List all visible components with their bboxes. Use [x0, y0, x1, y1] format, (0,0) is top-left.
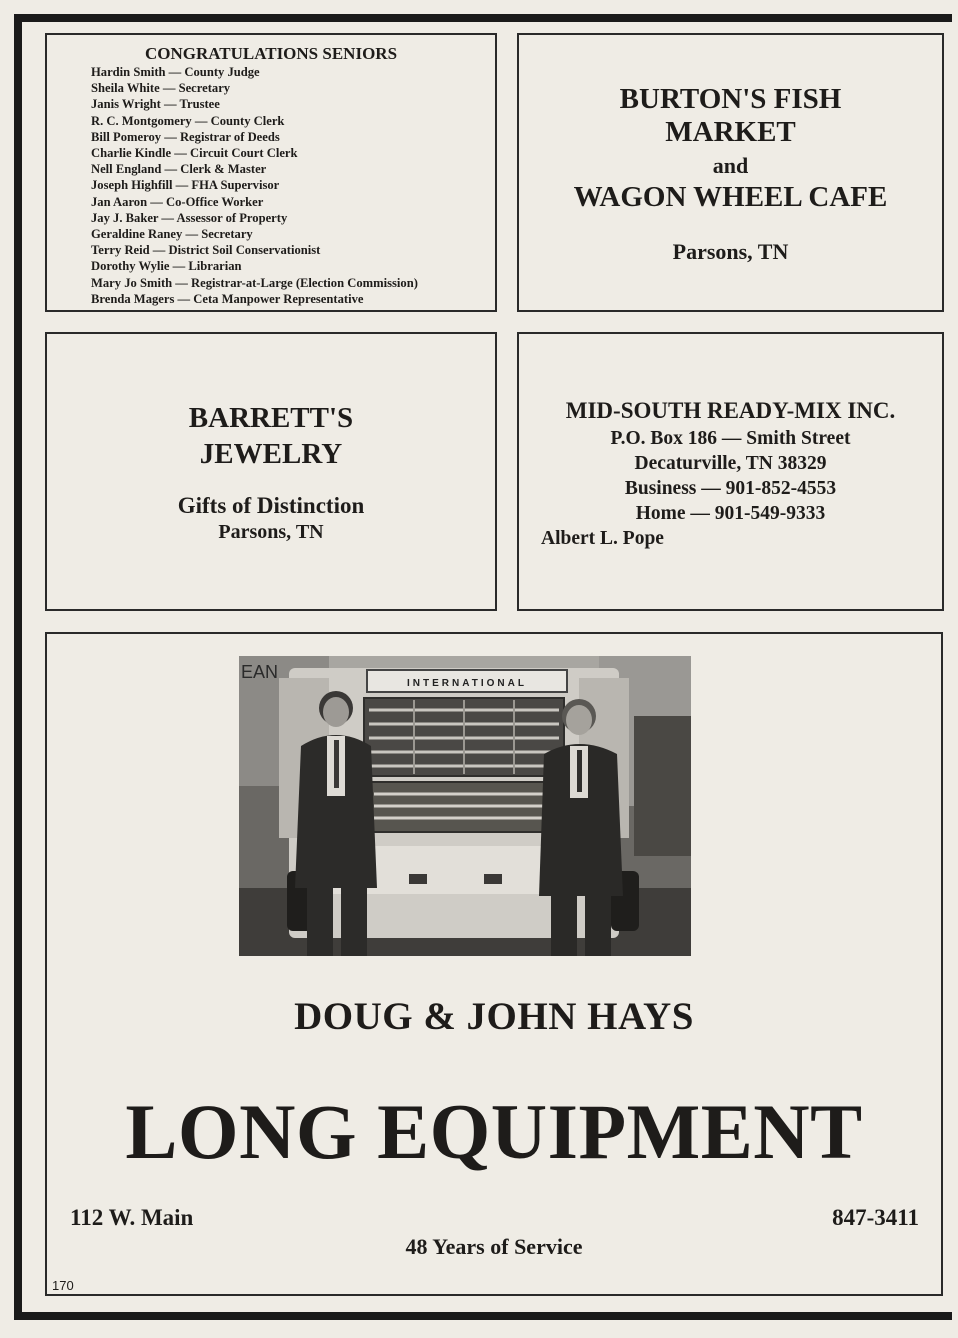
- barretts-name-line1: BARRETT'S: [188, 402, 354, 434]
- truck-brand-text: INTERNATIONAL: [407, 678, 527, 689]
- midsouth-address-line1: P.O. Box 186 — Smith Street: [610, 428, 851, 449]
- barretts-name: [47, 400, 495, 472]
- burtons-ad: [517, 33, 944, 312]
- midsouth-business-phone: Business — 901-852-4553: [624, 478, 837, 499]
- list-item: Geraldine Raney — Secretary: [91, 227, 253, 242]
- list-item: Hardin Smith — County Judge: [91, 65, 260, 79]
- midsouth-home-phone: Home — 901-549-9333: [635, 503, 826, 524]
- barretts-ad: [45, 332, 497, 611]
- burtons-location: Parsons, TN: [672, 239, 789, 264]
- list-item: Janis Wright — Trustee: [91, 97, 220, 112]
- list-item: Joseph Highfill — FHA Supervisor: [91, 178, 280, 193]
- page-number: 170: [52, 1278, 74, 1293]
- list-item: Jan Aaron — Co-Office Worker: [91, 194, 264, 209]
- list-item: Charlie Kindle — Circuit Court Clerk: [91, 146, 298, 161]
- burtons-name-line1: BURTON'S FISH: [619, 83, 842, 115]
- list-item: Dorothy Wylie — Librarian: [91, 259, 242, 274]
- list-item: Terry Reid — District Soil Conservationist: [91, 243, 321, 258]
- truck-photo: [239, 656, 691, 956]
- barretts-tagline: Gifts of Distinction: [177, 493, 365, 518]
- burtons-name-line2: MARKET: [665, 116, 796, 148]
- building-sign-text: EAN: [241, 662, 279, 682]
- long-address: 112 W. Main: [70, 1205, 194, 1230]
- list-item: R. C. Montgomery — County Clerk: [91, 113, 285, 128]
- barretts-location: Parsons, TN: [218, 521, 324, 543]
- seniors-list: [91, 64, 418, 307]
- long-years-of-service: 48 Years of Service: [405, 1234, 583, 1259]
- long-owners: DOUG & JOHN HAYS: [294, 995, 694, 1038]
- list-item: Nell England — Clerk & Master: [91, 162, 267, 177]
- long-equipment-ad: [45, 632, 943, 1296]
- burtons-name: [519, 83, 942, 149]
- truck-photo-illustration: [239, 656, 691, 956]
- midsouth-address-line2: Decaturville, TN 38329: [634, 453, 827, 474]
- barretts-name-line2: JEWELRY: [199, 438, 343, 470]
- list-item: Mary Jo Smith — Registrar-at-Large (Election Commission): [91, 275, 418, 290]
- midsouth-contact: Albert L. Pope: [541, 528, 664, 549]
- list-item: Bill Pomeroy — Registrar of Deeds: [91, 129, 280, 144]
- seniors-ad: [45, 33, 497, 312]
- list-item: Sheila White — Secretary: [91, 81, 231, 96]
- list-item: Brenda Magers — Ceta Manpower Representative: [91, 291, 364, 306]
- midsouth-name: MID-SOUTH READY-MIX INC.: [565, 398, 896, 423]
- burtons-cafe-name: WAGON WHEEL CAFE: [573, 181, 888, 213]
- midsouth-ad: [517, 332, 944, 611]
- burtons-conjunction: and: [712, 153, 749, 178]
- list-item: Jay J. Baker — Assessor of Property: [91, 210, 288, 225]
- long-business-name: LONG EQUIPMENT: [125, 1088, 863, 1175]
- seniors-title: CONGRATULATIONS SENIORS: [144, 44, 398, 63]
- long-phone: 847-3411: [832, 1205, 919, 1230]
